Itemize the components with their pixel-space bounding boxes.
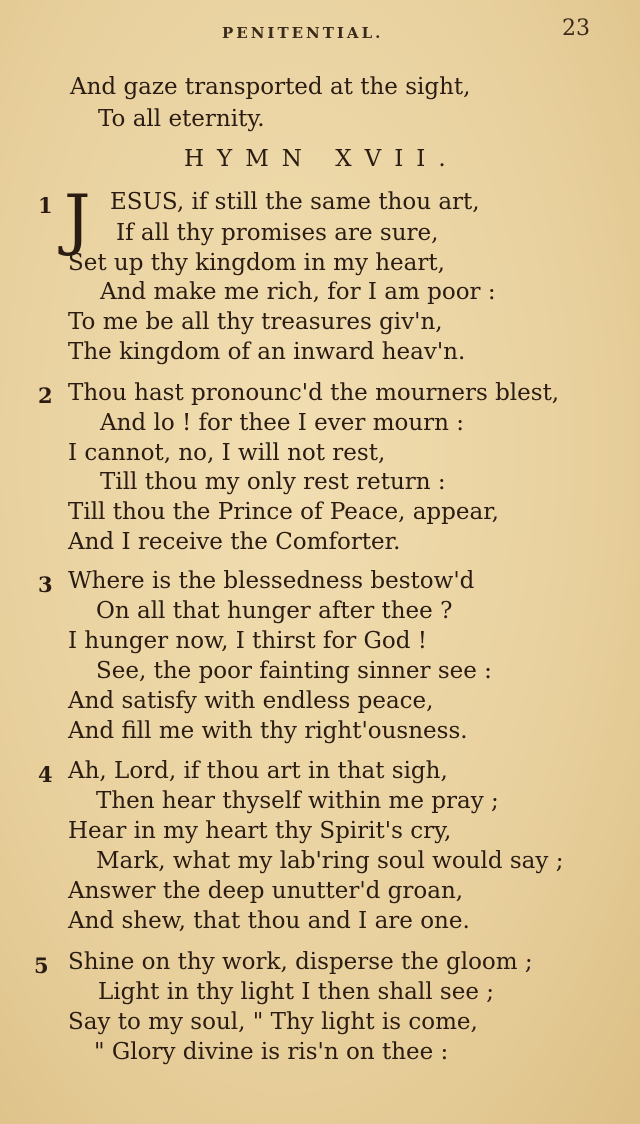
running-head: PENITENTIAL. — [222, 24, 384, 42]
verse-line: ESUS, if still the same thou art, — [110, 189, 480, 215]
verse-line: Mark, what my lab'ring soul would say ; — [96, 848, 564, 874]
verse-line: I hunger now, I thirst for God ! — [68, 628, 428, 654]
preceding-line: To all eternity. — [98, 106, 265, 132]
verse-line: And fill me with thy right'ousness. — [68, 718, 468, 744]
verse-line: Say to my soul, " Thy light is come, — [68, 1009, 478, 1035]
verse-line: And make me rich, for I am poor : — [100, 279, 496, 305]
verse-line: Hear in my heart thy Spirit's cry, — [68, 818, 452, 844]
verse-line: Till thou the Prince of Peace, appear, — [68, 499, 499, 525]
verse-line: The kingdom of an inward heav'n. — [68, 339, 466, 365]
verse-line: On all that hunger after thee ? — [96, 598, 453, 624]
verse-number: 3 — [38, 572, 53, 597]
verse-line: Shine on thy work, disperse the gloom ; — [68, 949, 533, 975]
verse-line: And shew, that thou and I are one. — [68, 908, 470, 934]
verse-line: Till thou my only rest return : — [100, 469, 446, 495]
verse-number: 2 — [38, 383, 53, 408]
verse-line: Where is the blessedness bestow'd — [68, 568, 475, 594]
verse-line: Answer the deep unutter'd groan, — [68, 878, 464, 904]
verse-line: " Glory divine is ris'n on thee : — [94, 1039, 449, 1065]
verse-line: I cannot, no, I will not rest, — [68, 440, 386, 466]
verse-line: See, the poor fainting sinner see : — [96, 658, 492, 684]
hymn-title: HYMN XVII. — [184, 146, 459, 172]
verse-line: Light in thy light I then shall see ; — [98, 979, 494, 1005]
verse-line: If all thy promises are sure, — [116, 220, 439, 246]
verse-line: Ah, Lord, if thou art in that sigh, — [68, 758, 448, 784]
verse-line: And lo ! for thee I ever mourn : — [100, 410, 465, 436]
verse-number: 5 — [34, 953, 49, 978]
drop-cap: J — [64, 181, 91, 258]
verse-line: Set up thy kingdom in my heart, — [68, 250, 445, 276]
verse-line: And I receive the Comforter. — [68, 529, 401, 555]
verse-number: 1 — [38, 193, 53, 218]
preceding-line: And gaze transported at the sight, — [70, 74, 471, 100]
verse-line: Then hear thyself within me pray ; — [96, 788, 499, 814]
verse-number: 4 — [38, 762, 53, 787]
verse-line: To me be all thy treasures giv'n, — [68, 309, 443, 335]
page-number: 23 — [562, 16, 590, 41]
verse-line: And satisfy with endless peace, — [68, 688, 434, 714]
verse-line: Thou hast pronounc'd the mourners blest, — [68, 380, 560, 406]
